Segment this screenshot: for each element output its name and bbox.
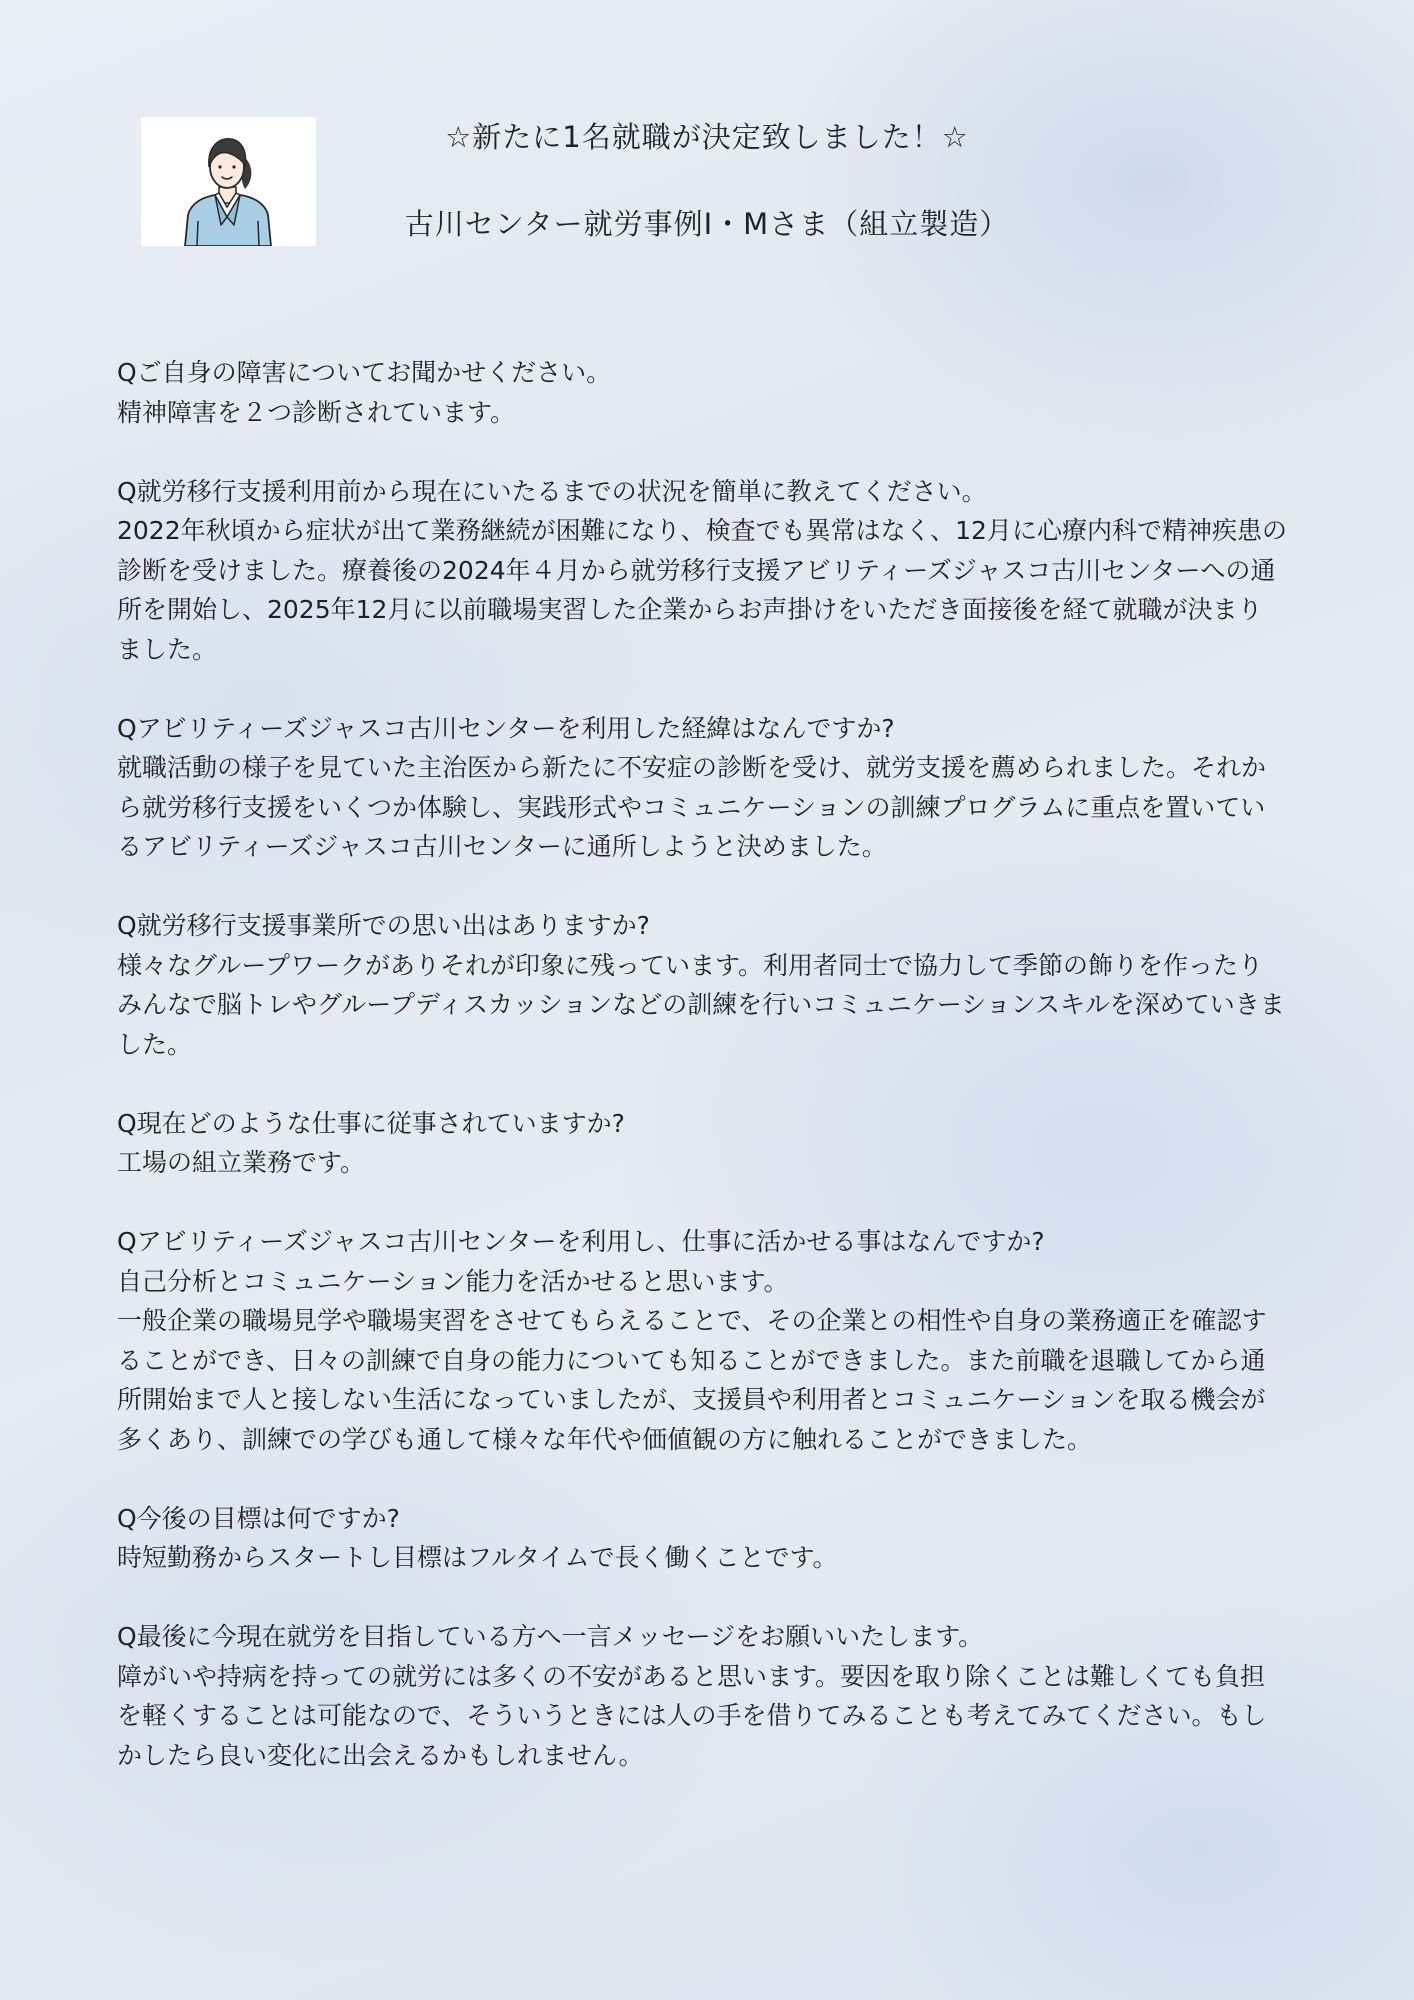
- qa-block: [117, 1617, 1287, 1775]
- question-text: Q就労移行支援利用前から現在にいたるまでの状況を簡単に教えてください。: [117, 476, 987, 506]
- answer-text: 自己分析とコミュニケーション能力を活かせると思います。: [117, 1266, 789, 1296]
- qa-block: [117, 1222, 1287, 1459]
- question-text: Qアビリティーズジャスコ古川センターを利用した経緯はなんですか?: [117, 713, 895, 743]
- answer-text: 精神障害を２つ診断されています。: [117, 397, 516, 427]
- qa-block: [117, 1499, 1287, 1578]
- interview-body: [117, 353, 1287, 1815]
- case-title: 古川センター就労事例I・Mさま（組立製造）: [404, 207, 1010, 241]
- qa-block: [117, 709, 1287, 867]
- answer-text: 就職活動の様子を見ていた主治医から新たに不安症の診断を受け、就労支援を薦められました。それから就労移行支援をいくつか体験し、実践形式やコミュニケーションの訓練プログラムに重点を置いているアビリティーズジャスコ古川センターに通所しようと決めました。: [117, 753, 1267, 861]
- answer-text: 時短勤務からスタートし目標はフルタイムで長く働くことです。: [117, 1543, 838, 1572]
- qa-block: [117, 353, 1287, 432]
- announcement-heading: ☆新たに1名就職が決定致しました！☆: [445, 120, 969, 154]
- question-text: Q最後に今現在就労を目指している方へ一言メッセージをお願いいたします。: [117, 1622, 984, 1651]
- question-text: Qアビリティーズジャスコ古川センターを利用し、仕事に活かせる事はなんですか?: [117, 1227, 1045, 1256]
- qa-block: [117, 472, 1287, 670]
- answer-text: 様々なグループワークがありそれが印象に残っています。利用者同士で協力して季節の飾りを作ったりみんなで脳トレやグループディスカッションなどの訓練を行いコミュニケーションスキルを深めていきました。: [117, 950, 1285, 1059]
- answer-text: 工場の組立業務です。: [117, 1148, 366, 1177]
- question-text: Qご自身の障害についてお聞かせください。: [117, 358, 612, 387]
- qa-block: [117, 906, 1287, 1064]
- answer-text: 一般企業の職場見学や職場実習をさせてもらえることで、その企業との相性や自身の業務適正を確認することができ、日々の訓練で自身の能力についても知ることができました。また前職を退職してから通所開始まで人と接しない生活になっていましたが、支援員や利用者とコミュニケーションを取る機会が多くあり、訓練での学びも通して様々な年代や価値観の方に触れることができました。: [117, 1306, 1267, 1454]
- question-text: Q現在どのような仕事に従事されていますか?: [117, 1108, 625, 1138]
- question-text: Q就労移行支援事業所での思い出はありますか?: [117, 911, 650, 940]
- question-text: Q今後の目標は何ですか?: [117, 1503, 400, 1533]
- qa-block: [117, 1104, 1287, 1183]
- answer-text: 2022年秋頃から症状が出て業務継続が困難になり、検査でも異常はなく、12月に心療内科で精神疾患の診断を受けました。療養後の2024年４月から就労移行支援アビリティーズジャスコ古川センターへの通所を開始し、2025年12月に以前職場実習した企業からお声掛けをいただき面接後を経て就職が決まりました。: [117, 516, 1287, 664]
- answer-text: 障がいや持病を持っての就労には多くの不安があると思います。要因を取り除くことは難しくても負担を軽くすることは可能なので、そういうときには人の手を借りてみることも考えてみてください。もしかしたら良い変化に出会えるかもしれません。: [117, 1661, 1267, 1770]
